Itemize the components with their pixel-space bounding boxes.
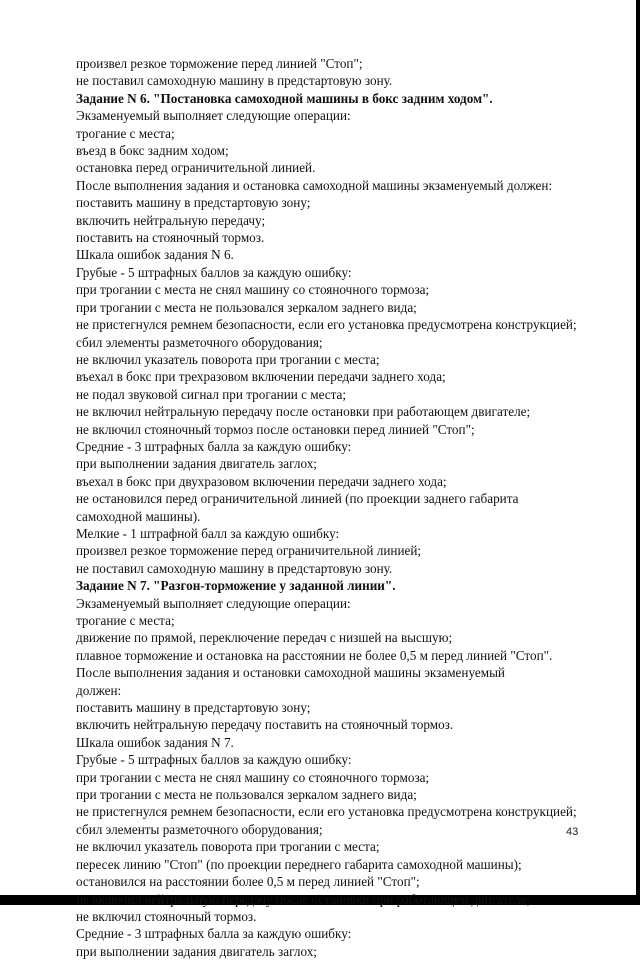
text-line: при трогании с места не пользовался зеркалом заднего вида; bbox=[76, 787, 417, 803]
text-line: поставить машину в предстартовую зону; bbox=[76, 195, 311, 211]
text-line: остановка перед ограничительной линией. bbox=[76, 160, 316, 176]
text-line: движение по прямой, переключение передач с низшей на высшую; bbox=[76, 630, 453, 646]
text-line: произвел резкое торможение перед ограничительной линией; bbox=[76, 543, 422, 559]
page-number: 43 bbox=[566, 826, 579, 838]
text-line: Экзаменуемый выполняет следующие операции: bbox=[76, 108, 351, 124]
task-heading: Задание N 6. "Постановка самоходной машины в бокс задним ходом". bbox=[76, 90, 493, 106]
text-line: въехал в бокс при трехразовом включении передачи заднего хода; bbox=[76, 369, 446, 385]
text-line: въезд в бокс задним ходом; bbox=[76, 143, 229, 159]
text-line: не включил стояночный тормоз. bbox=[76, 908, 257, 924]
text-line: не поставил самоходную машину в предстартовую зону. bbox=[76, 560, 393, 576]
text-line: трогание с места; bbox=[76, 125, 175, 141]
text-line: трогание с места; bbox=[76, 613, 175, 628]
text-line: Экзаменуемый выполняет следующие операции: bbox=[76, 595, 351, 611]
text-line: не включил стояночный тормоз после остановки перед линией "Стоп"; bbox=[76, 421, 475, 437]
text-line: не включил нейтральную передачу после остановки при работающем двигателе; bbox=[76, 891, 531, 907]
text-line: не пристегнулся ремнем безопасности, если его установка предусмотрена конструкцией; bbox=[76, 317, 577, 333]
task-heading: Задание N 7. "Разгон-торможение у заданной линии". bbox=[76, 578, 396, 594]
text-line: въехал в бокс при двухразовом включении передачи заднего хода; bbox=[76, 473, 447, 489]
text-line: сбил элементы разметочного оборудования; bbox=[76, 821, 323, 837]
text-line: Грубые - 5 штрафных баллов за каждую ошибку: bbox=[76, 752, 352, 768]
text-line: Средние - 3 штрафных балла за каждую ошибку: bbox=[76, 438, 352, 454]
text-line: поставить на стояночный тормоз. bbox=[76, 230, 265, 246]
document-body bbox=[76, 55, 586, 960]
text-line: при выполнении задания двигатель заглох; bbox=[76, 943, 317, 959]
text-line: при выполнении задания двигатель заглох; bbox=[76, 456, 317, 472]
text-line: плавное торможение и остановка на расстоянии не более 0,5 м перед линией "Стоп". bbox=[76, 647, 553, 663]
page-edge-right bbox=[636, 0, 640, 905]
text-line: Шкала ошибок задания N 7. bbox=[76, 734, 234, 750]
text-line: при трогании с места не пользовался зеркалом заднего вида; bbox=[76, 299, 417, 315]
text-line: произвел резкое торможение перед линией "Стоп"; bbox=[76, 56, 363, 71]
text-line: включить нейтральную передачу; bbox=[76, 212, 266, 228]
text-line: включить нейтральную передачу поставить на стояночный тормоз. bbox=[76, 717, 454, 733]
text-line: После выполнения задания и остановки самоходной машины экзаменуемый bbox=[76, 665, 505, 681]
text-line: при трогании с места не снял машину со стояночного тормоза; bbox=[76, 282, 430, 298]
text-line: Шкала ошибок задания N 6. bbox=[76, 247, 234, 263]
text-line: Мелкие - 1 штрафной балл за каждую ошибку: bbox=[76, 525, 340, 541]
text-line: не включил указатель поворота при трогании с места; bbox=[76, 351, 380, 367]
text-line: поставить машину в предстартовую зону; bbox=[76, 700, 311, 716]
text-line: при трогании с места не снял машину со стояночного тормоза; bbox=[76, 769, 430, 785]
text-line: не остановился перед ограничительной линией (по проекции заднего габарита самоходной машины). bbox=[76, 491, 519, 524]
text-line: сбил элементы разметочного оборудования; bbox=[76, 334, 323, 350]
text-line: Грубые - 5 штрафных баллов за каждую ошибку: bbox=[76, 264, 352, 280]
text-line: Средние - 3 штрафных балла за каждую ошибку: bbox=[76, 926, 352, 942]
text-line: не включил нейтральную передачу после остановки при работающем двигателе; bbox=[76, 404, 531, 420]
text-line: остановился на расстоянии более 0,5 м перед линией "Стоп"; bbox=[76, 874, 420, 890]
text-line: пересек линию "Стоп" (по проекции переднего габарита самоходной машины); bbox=[76, 856, 522, 872]
text-line: не включил указатель поворота при трогании с места; bbox=[76, 839, 380, 855]
text-line: должен: bbox=[76, 682, 122, 698]
text-line: После выполнения задания и остановка самоходной машины экзаменуемый должен: bbox=[76, 177, 553, 193]
text-line: не пристегнулся ремнем безопасности, если его установка предусмотрена конструкцией; bbox=[76, 804, 577, 820]
text-line: не поставил самоходную машину в предстартовую зону. bbox=[76, 73, 393, 89]
text-line: не подал звуковой сигнал при трогании с места; bbox=[76, 386, 347, 402]
